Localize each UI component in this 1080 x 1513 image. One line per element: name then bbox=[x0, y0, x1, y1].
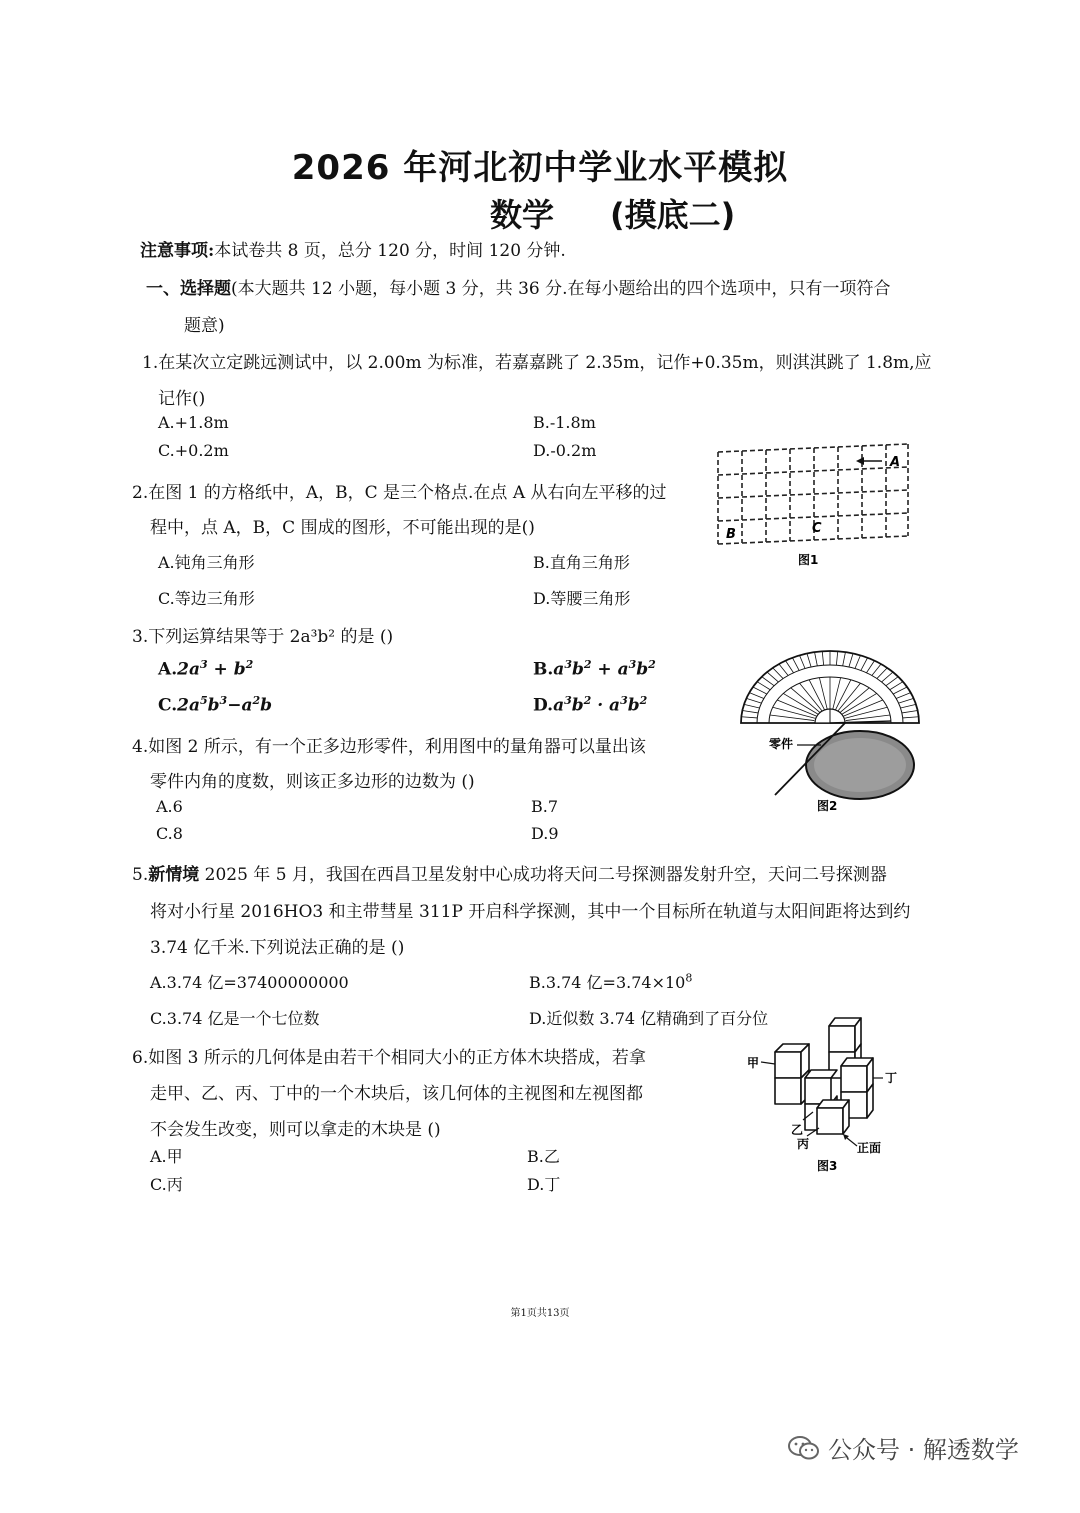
figure-2-caption: 图2 bbox=[817, 799, 838, 813]
q4-option-b[interactable]: B.7 bbox=[531, 797, 559, 816]
question-4-line2: 零件内角的度数，则该正多边形的边数为 () bbox=[150, 772, 475, 792]
exam-subtitle bbox=[490, 190, 735, 236]
q1-option-b[interactable]: B.-1.8m bbox=[533, 413, 596, 432]
q1-option-d[interactable]: D.-0.2m bbox=[533, 441, 597, 460]
q5-option-a[interactable]: A.3.74 亿=37400000000 bbox=[150, 973, 349, 992]
question-5-line3: 3.74 亿千米.下列说法正确的是 () bbox=[150, 938, 405, 958]
page-footer: 第1页共13页 bbox=[510, 1308, 570, 1319]
edition-label: (摸底二) bbox=[610, 196, 736, 234]
q2-option-a[interactable]: A.钝角三角形 bbox=[158, 553, 255, 572]
q1-option-c[interactable]: C.+0.2m bbox=[158, 441, 229, 460]
point-b-label: B bbox=[726, 527, 736, 542]
section-desc-cont: 题意) bbox=[184, 316, 225, 336]
section-desc: (本大题共 12 小题，每小题 3 分，共 36 分.在每小题给出的四个选项中，只有一项符合 bbox=[231, 279, 891, 299]
figure-1-caption: 图1 bbox=[798, 553, 819, 567]
question-6-line2: 走甲、乙、丙、丁中的一个木块后，该几何体的主视图和左视图都 bbox=[150, 1084, 643, 1104]
watermark bbox=[788, 1430, 1019, 1465]
section-heading bbox=[146, 274, 891, 299]
q5-option-c[interactable]: C.3.74 亿是一个七位数 bbox=[150, 1009, 320, 1028]
q5-option-b[interactable]: B.3.74 亿$=3.74\times 10^8$ bbox=[529, 971, 693, 992]
question-1-line2: 记作() bbox=[158, 389, 206, 409]
point-a-label: A bbox=[890, 455, 901, 470]
q4-option-a[interactable]: A.6 bbox=[156, 797, 183, 816]
figure-3-caption: 图3 bbox=[817, 1159, 838, 1173]
q3-option-d[interactable]: $D.a^3b^2 \cdot a^3b^2$ bbox=[533, 694, 648, 716]
exam-title: 2026 年河北初中学业水平模拟 bbox=[291, 148, 789, 188]
q2-option-c[interactable]: C.等边三角形 bbox=[158, 589, 255, 608]
wechat-icon bbox=[788, 1435, 820, 1461]
question-6-line3: 不会发生改变，则可以拿走的木块是 () bbox=[150, 1120, 441, 1140]
question-6-line1: 6.如图 3 所示的几何体是由若干个相同大小的正方体木块搭成，若拿 bbox=[132, 1048, 646, 1068]
label-front: 正面 bbox=[857, 1141, 882, 1155]
label-yi: 乙 bbox=[791, 1123, 804, 1137]
label-ding: 丁 bbox=[885, 1071, 898, 1085]
new-context-label: 新情境 bbox=[148, 865, 200, 885]
q3-option-a[interactable]: $A.2a^3 + b^2$ bbox=[158, 658, 254, 680]
label-jia: 甲 bbox=[747, 1056, 760, 1070]
subject-label: 数学 bbox=[490, 196, 555, 234]
point-c-label: C bbox=[812, 521, 822, 536]
section-title: 一、选择题 bbox=[146, 279, 231, 299]
watermark-text: 公众号 · 解透数学 bbox=[828, 1436, 1019, 1464]
q4-option-d[interactable]: D.9 bbox=[531, 824, 559, 843]
question-5-line2: 将对小行星 2016HO3 和主带彗星 311P 开启科学探测，其中一个目标所在轨道与太阳间距将达到约 bbox=[150, 902, 911, 922]
notice bbox=[140, 236, 566, 261]
notice-label: 注意事项: bbox=[140, 241, 215, 261]
notice-text: 本试卷共 8 页，总分 120 分，时间 120 分钟. bbox=[214, 241, 566, 261]
q3-option-c[interactable]: $C.2a^5b^3-a^2b$ bbox=[158, 694, 273, 716]
q4-option-c[interactable]: C.8 bbox=[156, 824, 183, 843]
q2-option-d[interactable]: D.等腰三角形 bbox=[533, 589, 631, 608]
figure-3-cubes bbox=[745, 1010, 905, 1175]
question-2-line2: 程中，点 A，B，C 围成的图形，不可能出现的是() bbox=[150, 518, 535, 538]
figure-1-grid bbox=[710, 440, 920, 570]
question-5-line1: 5.新情境 2025 年 5 月，我国在西昌卫星发射中心成功将天问二号探测器发射升空，天问二号探测器 bbox=[132, 865, 887, 885]
q6-option-a[interactable]: A.甲 bbox=[150, 1147, 183, 1166]
figure-2-protractor bbox=[735, 645, 925, 815]
q3-option-b[interactable]: $B.a^3b^2 + a^3b^2$ bbox=[533, 658, 656, 680]
question-3-line1: 3.下列运算结果等于 2a³b² 的是 () bbox=[132, 627, 394, 647]
label-bing: 丙 bbox=[797, 1137, 810, 1151]
q2-option-b[interactable]: B.直角三角形 bbox=[533, 553, 630, 572]
q6-option-d[interactable]: D.丁 bbox=[527, 1175, 561, 1194]
q5-option-d[interactable]: D.近似数 3.74 亿精确到了百分位 bbox=[529, 1009, 769, 1028]
part-label: 零件 bbox=[769, 737, 794, 751]
question-4-line1: 4.如图 2 所示，有一个正多边形零件，利用图中的量角器可以量出该 bbox=[132, 737, 646, 757]
q6-option-b[interactable]: B.乙 bbox=[527, 1147, 560, 1166]
question-2-line1: 2.在图 1 的方格纸中，A，B，C 是三个格点.在点 A 从右向左平移的过 bbox=[132, 483, 667, 503]
q6-option-c[interactable]: C.丙 bbox=[150, 1175, 183, 1194]
question-1-line1: 1.在某次立定跳远测试中，以 2.00m 为标准，若嘉嘉跳了 2.35m，记作+0.35m，则淇淇跳了 1.8m,应 bbox=[142, 353, 932, 373]
q1-option-a[interactable]: A.+1.8m bbox=[158, 413, 229, 432]
